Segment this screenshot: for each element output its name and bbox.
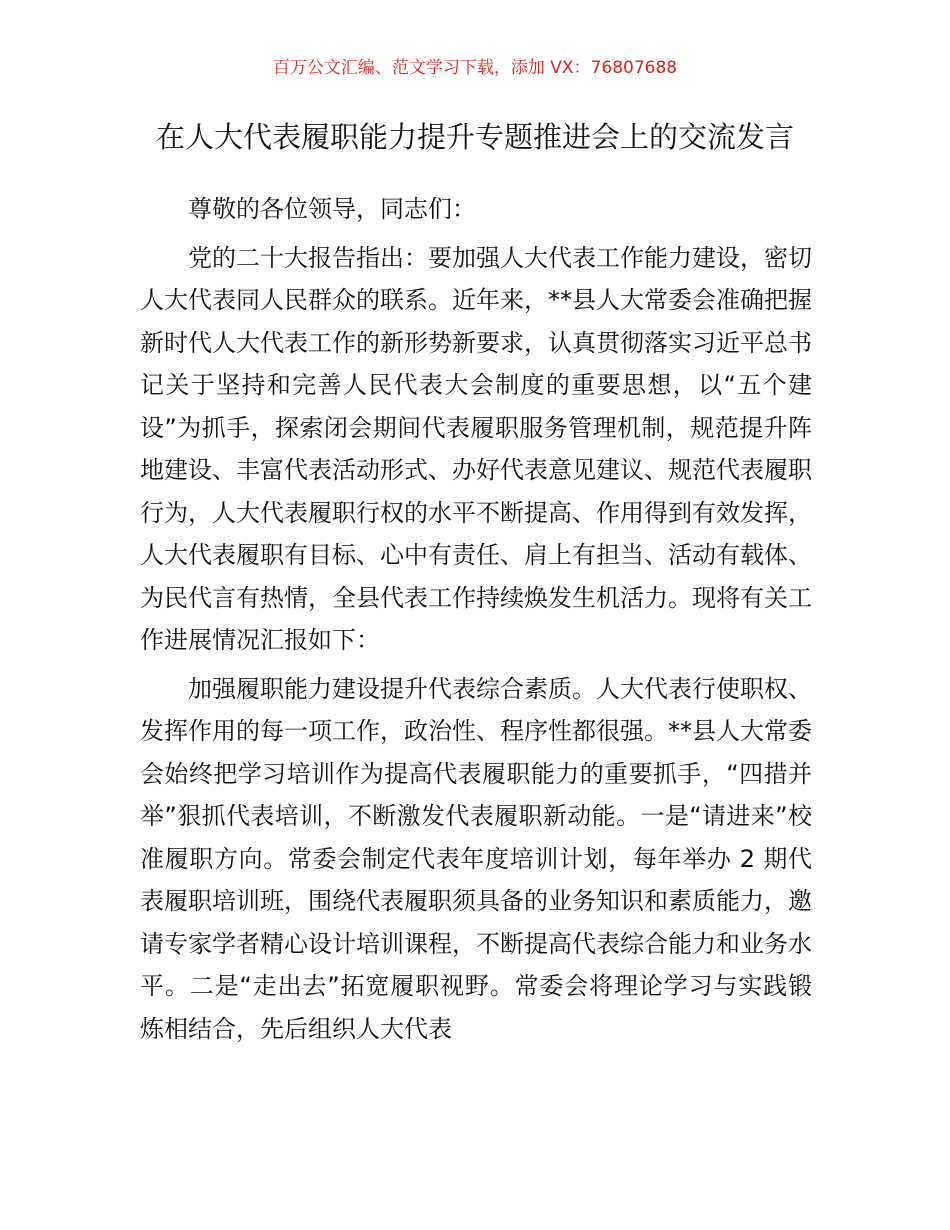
- document-title: 在人大代表履职能力提升专题推进会上的交流发言: [155, 120, 794, 154]
- header-note: 百万公文汇编、范文学习下载，添加 VX：76807688: [272, 58, 678, 78]
- document-body: [140, 188, 812, 1056]
- salutation: 尊敬的各位领导，同志们：: [188, 195, 476, 223]
- paragraph-1: 党的二十大报告指出：要加强人大代表工作能力建设，密切人大代表同人民群众的联系。近年来，**县人大常委会准确把握新时代人大代表工作的新形势新要求，认真贯彻落实习近平总书记关于坚持和完善人民代表大会制度的重要思想，以“五个建设”为抓手，探索闭会期间代表履职服务管理机制，规范提升阵地建设、丰富代表活动形式、办好代表意见建议、规范代表履职行为，人大代表履职行权的水平不断提高、作用得到有效发挥，人大代表履职有目标、心中有责任、肩上有担当、活动有载体、为民代言有热情，全县代表工作持续焕发生机活力。现将有关工作进展情况汇报如下：: [140, 243, 812, 654]
- paragraph-2: 加强履职能力建设提升代表综合素质。人大代表行使职权、发挥作用的每一项工作，政治性、程序性都很强。**县人大常委会始终把学习培训作为提高代表履职能力的重要抓手，“四措并举”狠抓代表培训，不断激发代表履职新动能。一是“请进来”校准履职方向。常委会制定代表年度培训计划，每年举办 2 期代表履职培训班，围绕代表履职须具备的业务知识和素质能力，邀请专家学者精心设计培训课程，不断提高代表综合能力和业务水平。二是“走出去”拓宽履职视野。常委会将理论学习与实践锻炼相结合，先后组织人大代表: [140, 674, 812, 1043]
